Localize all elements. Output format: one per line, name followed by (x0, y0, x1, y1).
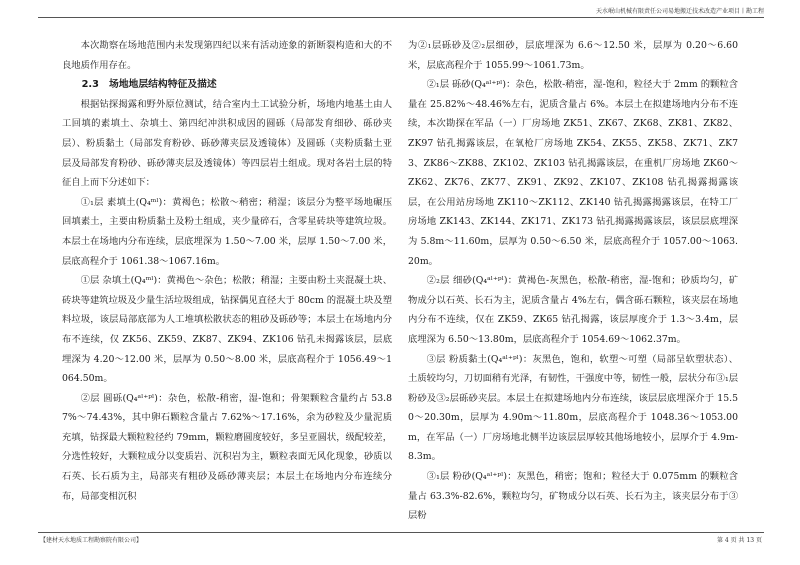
paragraph-layer-2-cont: 为②₁层砾砂及②₂层细砂，层底埋深为 6.6～12.50 米，层厚为 0.20～6.60 米，层底高程介于 1055.99～1061.73m。 (408, 40, 738, 71)
paragraph-layer-2: ②层 圆砾(Q₄ᵃˡ⁺ᵖˡ)：杂色，松散-稍密，湿-饱和；骨架颗粒含量约占 53.87%～74.43%，其中卵石颗粒含量占 7.62%～17.16%，余为砂粒及少量泥质充填，钻探最大颗粒粒径约 79mm，颗粒磨圆度较好，多呈亚圆状，级配较差，分选性较好，大颗粒成分以变质岩、沉积岩为主，颗粒表面无风化现象，砂质以石英、长石质为主，局部夹有粗砂及砾砂薄夹层；本层土在场地内分布连续分布，局部变相沉积 (62, 392, 392, 502)
paragraph-layer-1-1: ①₁层 素填土(Q₄ᵐˡ)：黄褐色；松散～稍密；稍湿；该层分为整平场地碾压回填素土，主要由粉质黏土及粉土组成，夹少量碎石，含零星砖块等建筑垃圾。本层土在场地内分布连续，层底埋深为 1.50～7.00 米，层厚 1.50～7.00 米，层底高程介于 1061.38～1067.16m。 (62, 196, 392, 267)
paragraph-layer-2-1: ②₁层 砾砂(Q₄ᵃˡ⁺ᵖˡ)：杂色，松散-稍密，湿-饱和，粒径大于 2mm 的颗粒含量在 25.82%～48.46%左右，泥质含量占 6%。本层土在拟建场地内分布不连续，本次勘探在军品（一）厂房场地 ZK51、ZK67、ZK68、ZK81、ZK82、ZK97 钻孔揭露该层，在氧枪厂房场地 ZK54、ZK55、ZK58、ZK71、ZK73、ZK86～ZK88、ZK102、ZK103 钻孔揭露该层，在重机厂房场地 ZK60～ZK62、ZK76、ZK77、ZK91、ZK92、ZK107、ZK108 钻孔揭露揭露该层，在公用站房场地 ZK110～ZK112、ZK140 钻孔揭露揭露该层，在特工厂房场地 ZK143、ZK144、ZK171、ZK173 钻孔揭露揭露该层，该层层底埋深为 5.8m～11.60m，层厚为 0.50～6.50 米，层底高程介于 1057.00～1063.20m。 (408, 79, 738, 267)
header-divider (38, 17, 764, 18)
left-column (62, 36, 392, 524)
right-column (408, 36, 738, 524)
page-header: 天水岷山机械有限责任公司易地搬迁技术改造产业项目丨勘工程 (595, 8, 764, 15)
section-title: 场地地层结构特征及描述 (108, 79, 217, 91)
footer-company: 【建材天水地质工程勘察院有限公司】 (40, 537, 143, 544)
paragraph-layer-2-2: ②₂层 细砂(Q₄ᵃˡ⁺ᵖˡ)：黄褐色-灰黑色，松散-稍密，湿-饱和；砂质均匀，矿物成分以石英、长石为主，泥质含量占 4%左右，偶含砾石颗粒，该夹层在场地内分布不连续，仅在 ZK59、ZK65 钻孔揭露，该层厚度介于 1.3～3.4m，层底埋深为 6.50～13.80m，层底高程介于 1054.69～1062.37m。 (408, 275, 738, 345)
paragraph-layer-3-1: ③₁层 粉砂(Q₄ᵃˡ⁺ᵖˡ)：灰黑色，稍密；饱和；粒径大于 0.075mm 的颗粒含量占 63.3%-82.6%，颗粒均匀，矿物成分以石英、长石为主，该夹层分布于③层粉 (408, 471, 738, 522)
paragraph-strata-overview: 根据钻探揭露和野外原位测试，结合室内土工试验分析，场地内地基土由人工回填的素填土、杂填土、第四纪冲洪积成因的圆砾（局部发育细砂、砾砂夹层）、粉质黏土（局部发育粉砂、砾砂薄夹层及透镜体）及圆砾（夹粉质黏土亚层及局部发育粉砂、砾砂薄夹层及透镜体）等四层岩土组成。现对各岩土层的特征自上而下分述如下： (62, 98, 392, 189)
section-heading (62, 75, 392, 95)
section-number: 2.3 (81, 79, 99, 91)
footer-divider (38, 532, 764, 533)
footer-page-number: 第 4 页 共 13 页 (717, 537, 762, 544)
paragraph-fault-note: 本次勘察在场地范围内未发现第四纪以来有活动迹象的新断裂构造和大的不良地质作用存在。 (62, 40, 392, 71)
paragraph-layer-3: ③层 粉质黏土(Q₄ᵃˡ⁺ᵖˡ)：灰黑色，饱和，软塑～可塑（局部呈软塑状态）、土质较均匀，刀切面稍有光泽，有韧性，干强度中等，韧性一般，层状分布③₁层粉砂及③₂层砾砂夹层。本层土在拟建场地内分布连续，该层层底埋深介于 15.50～20.30m，层厚为 4.90m～11.80m，层底高程介于 1048.36～1053.00m，在军品（一）厂房场地北侧半边该层层厚较其他场地较小，层厚介于 4.9m-8.3m。 (408, 353, 738, 463)
paragraph-layer-1: ①层 杂填土(Q₄ᵐˡ)：黄褐色～杂色；松散；稍湿；主要由粉土夹混凝土块、砖块等建筑垃圾及少量生活垃圾组成，钻探偶见直径大于 80cm 的混凝土块及塑料垃圾，该层局部底部为人工堆填松散状态的粗砂及砾砂等；本层土在场地内分布不连续，仅 ZK56、ZK59、ZK87、ZK94、ZK106 钻孔未揭露该层，层底埋深为 4.20～12.00 米，层厚为 0.50～8.00 米，层底高程介于 1056.49～1064.50m。 (62, 275, 392, 385)
